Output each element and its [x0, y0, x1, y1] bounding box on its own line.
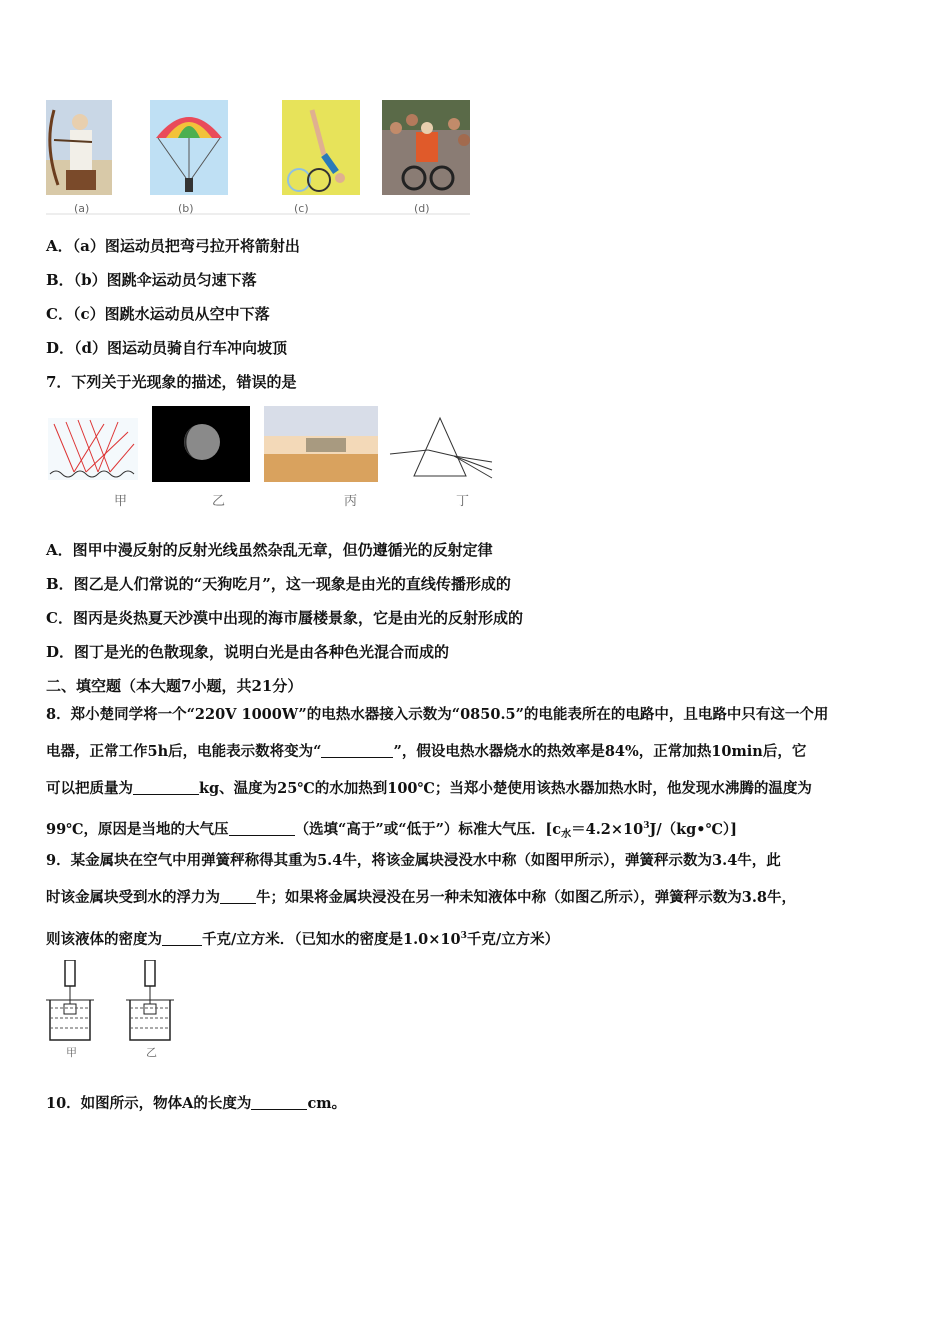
q9-text: 千克/立方米．（已知水的密度是1.0×10	[202, 930, 461, 948]
q7-option-c: C．图丙是炎热夏天沙漠中出现的海市蜃楼景象，它是由光的反射形成的	[46, 609, 523, 627]
q8-line-4	[46, 816, 737, 845]
q8-text: ＝4.2×10	[571, 820, 644, 838]
q9-line-1: 9．某金属块在空气中用弹簧秤称得其重为5.4牛，将该金属块浸没水中称（如图甲所示），弹簧秤示数为3.4牛，此	[46, 852, 781, 869]
q6-option-a: A．（a）图运动员把弯弓拉开将箭射出	[46, 237, 300, 255]
q9-text: 千克/立方米）	[466, 930, 560, 948]
q8-text: J/（kg•℃）]	[649, 820, 738, 838]
scale-caption-jia: 甲	[66, 1046, 77, 1059]
optics-caption-yi: 乙	[212, 494, 226, 509]
answer-blank[interactable]	[220, 889, 256, 904]
answer-blank[interactable]	[321, 743, 393, 758]
sports-photos-illustration	[44, 100, 472, 216]
q8-line-2	[46, 742, 806, 762]
q8-text: kg、温度为25℃的水加热到100℃；当郑小楚使用该热水器加热水时，他发现水沸腾的温度为	[199, 780, 812, 797]
q10-text: cm。	[307, 1095, 347, 1112]
answer-blank[interactable]	[133, 780, 199, 795]
q7-option-a: A．图甲中漫反射的反射光线虽然杂乱无章，但仍遵循光的反射定律	[46, 541, 493, 559]
q8-line-3	[46, 779, 812, 799]
answer-blank[interactable]	[251, 1095, 307, 1110]
answer-blank[interactable]	[162, 931, 202, 946]
q9-line-2	[46, 888, 796, 908]
q7-stem: 7．下列关于光现象的描述，错误的是	[46, 373, 297, 391]
q9-text: 则该液体的密度为	[46, 930, 162, 948]
q9-text: 时该金属块受到水的浮力为	[46, 889, 220, 906]
optics-caption-bing: 丙	[344, 494, 358, 509]
q8-text: 99℃，原因是当地的大气压	[46, 820, 229, 838]
optics-illustrations	[44, 404, 500, 494]
subscript-water: 水	[561, 828, 572, 840]
q6-option-c: C．（c）图跳水运动员从空中下落	[46, 305, 270, 323]
q8-text: 电器，正常工作5h后，电能表示数将变为“	[46, 743, 322, 760]
optics-figure-row	[44, 404, 500, 512]
q8-text: ”，假设电热水器烧水的热效率是84%，正常加热10min后，它	[393, 743, 807, 760]
spring-scale-figure	[44, 960, 194, 1060]
optics-caption-ding: 丁	[456, 494, 470, 509]
q10-line	[46, 1094, 346, 1114]
superscript: 3	[643, 821, 650, 831]
q8-text: 可以把质量为	[46, 780, 133, 797]
q8-text: （选填“高于”或“低于”）标准大气压．[c	[294, 820, 562, 838]
figure-caption-a: (a)	[74, 202, 90, 215]
figure-caption-d: (d)	[414, 202, 430, 215]
q9-line-3	[46, 926, 559, 950]
spring-scale-illustration	[44, 960, 194, 1050]
q7-option-b: B．图乙是人们常说的“天狗吃月”，这一现象是由光的直线传播形成的	[46, 575, 511, 593]
q9-text: 牛；如果将金属块浸没在另一种未知液体中称（如图乙所示），弹簧秤示数为3.8牛，	[256, 889, 796, 906]
optics-caption-jia: 甲	[114, 494, 128, 509]
q6-option-d: D．（d）图运动员骑自行车冲向坡顶	[46, 339, 287, 357]
sports-figure-row	[44, 100, 472, 216]
scale-caption-yi: 乙	[146, 1046, 157, 1059]
q10-text: 10．如图所示，物体A的长度为	[46, 1095, 252, 1112]
answer-blank[interactable]	[229, 821, 295, 836]
figure-caption-c: (c)	[294, 202, 309, 215]
superscript: 3	[460, 931, 467, 941]
q8-line-1: 8．郑小楚同学将一个“220V 1000W”的电热水器接入示数为“0850.5”的电能表所在的电路中，且电路中只有这一个用	[46, 706, 829, 723]
section-heading: 二、填空题（本大题7小题，共21分）	[46, 677, 303, 695]
q7-option-d: D．图丁是光的色散现象，说明白光是由各种色光混合而成的	[46, 643, 450, 661]
figure-caption-b: (b)	[178, 202, 194, 215]
q6-option-b: B．（b）图跳伞运动员匀速下落	[46, 271, 257, 289]
